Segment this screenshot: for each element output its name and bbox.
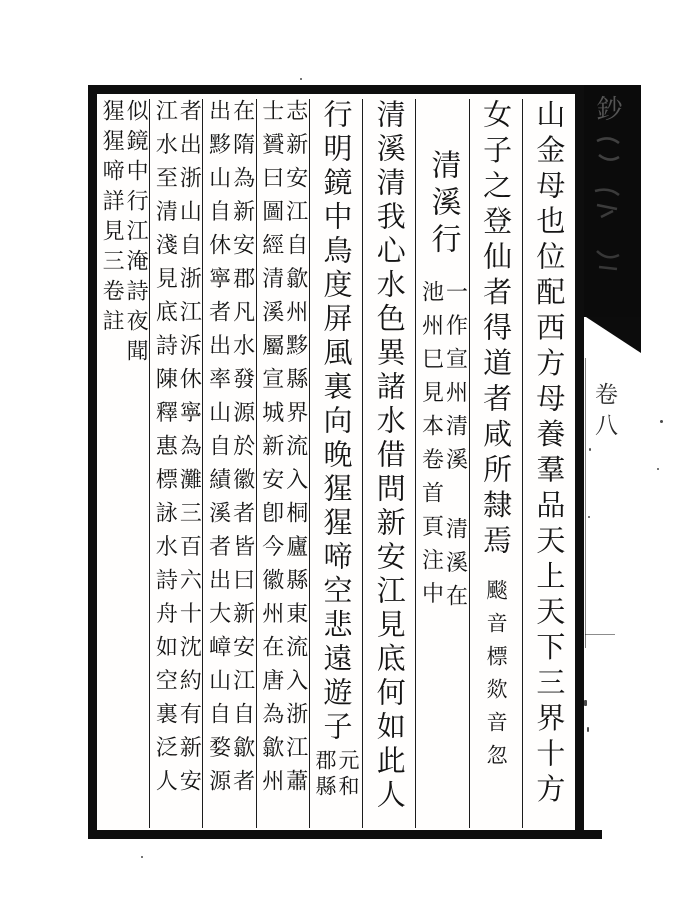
spine-faint-marks (587, 133, 627, 283)
text-column-7 (202, 99, 255, 828)
title-note-right (442, 280, 468, 618)
margin-fold-tick (585, 634, 615, 635)
poem-line: 行明鏡中鳥度屏風裏向晚猩猩啼空悲遠遊子 (319, 99, 354, 745)
annotation-right-half: 志新安江自歙州黟縣界流入桐廬縣東流入浙江蕭 (282, 99, 308, 803)
commentary-large-text: 女子之登仙者得道者咸所隸焉 (479, 99, 514, 561)
text-column-8 (149, 99, 202, 828)
title-annotation (416, 280, 468, 618)
annotation-right-half: 在隋為新安郡凡水發源於徽者皆曰新安江自歙者 (229, 99, 255, 803)
phonetic-gloss: 颷音標欻音忽 (484, 578, 509, 777)
text-column-3 (415, 99, 468, 828)
volume-label: 卷八 (591, 382, 617, 444)
scan-speck (660, 420, 663, 423)
scan-speck (589, 448, 591, 451)
title-note-right-upper: 一作宣州清溪 (442, 280, 468, 481)
scan-speck (300, 78, 302, 80)
annotation-double-line (150, 99, 202, 803)
scan-speck (588, 516, 590, 518)
scan-speck (657, 468, 659, 470)
text-column-6 (256, 99, 309, 828)
annotation-left-half: 猩猩啼詳見三卷註 (99, 99, 125, 339)
text-column-4 (362, 99, 415, 828)
commentary-large-text: 山金母也位配西方母養羣品天上天下三界十方 (532, 99, 567, 809)
annotation-left-half: 江水至清淺見底詩陳釋惠標詠水詩舟如空裏泛人 (152, 99, 178, 803)
scan-speck (141, 856, 143, 858)
poem-title: 清溪行 (425, 149, 461, 260)
annotation-double-line (97, 99, 149, 369)
annotation-right-half: 元和 (336, 749, 361, 801)
annotation-left-half: 出黟山自休寧者出率山自績溪者出大嶂山自婺源 (205, 99, 231, 803)
annotation-start (310, 749, 362, 801)
text-column-9 (97, 99, 149, 828)
page-frame (88, 85, 584, 839)
note-spacer (453, 481, 455, 517)
annotation-left-half: 郡縣 (313, 749, 338, 801)
spine-faint-char: 鈔 (592, 95, 622, 127)
text-column-2 (469, 99, 522, 828)
margin-fold-line (585, 358, 586, 648)
annotation-right-half: 似鏡中行江淹詩夜聞 (123, 99, 149, 369)
bottom-border-extension (582, 830, 602, 839)
fold-wedge (586, 317, 641, 354)
poem-line: 清溪清我心水色異諸水借問新安江見底何如此人 (372, 99, 407, 813)
annotation-right-half: 者出浙山自浙江泝休寧為灘三百六十沈約有新安 (176, 99, 202, 803)
text-column-1 (522, 99, 575, 828)
title-note-right-lower: 清溪在 (442, 517, 468, 618)
annotation-left-half: 士贇曰圖經清溪屬宣城新安卽今徽州在唐為歙州 (258, 99, 284, 803)
title-note-left: 池州巳見本卷首頁注中 (418, 280, 444, 615)
scan-speck (584, 700, 587, 706)
annotation-double-line (257, 99, 309, 803)
scan-speck (587, 727, 589, 732)
annotation-double-line (203, 99, 255, 803)
text-column-5 (309, 99, 362, 828)
